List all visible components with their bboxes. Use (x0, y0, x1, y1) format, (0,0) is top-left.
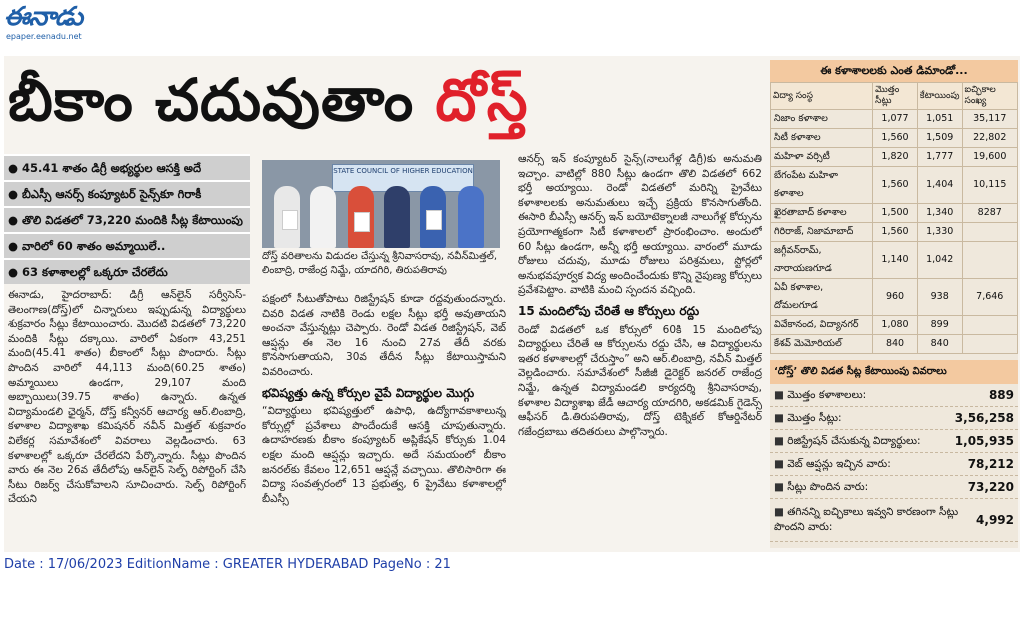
key-point: ● తొలి విడతలో 73,220 మందికి సీట్ల కేటాయింపు (4, 206, 250, 232)
value-cell: 35,117 (962, 110, 1017, 129)
column-header: విద్యా సంస్థ (771, 83, 873, 110)
value-cell (962, 316, 1017, 335)
stat-value: 78,212 (967, 457, 1014, 471)
article-column-3 (518, 152, 762, 550)
newspaper-clipping (4, 56, 1020, 552)
value-cell: 1,560 (873, 129, 918, 148)
table-header-row (771, 83, 1018, 110)
college-name-cell: బేగంపేట మహిళా కళాశాల (771, 167, 873, 204)
value-cell (962, 335, 1017, 354)
report-sheet (282, 210, 298, 230)
table-row (771, 242, 1018, 279)
article-column-1: ఈనాడు, హైదరాబాద్: డిగ్రీ ఆన్‌లైన్ సర్వీసెస్-తెలంగాణ(దోస్త్)లో చిన్నారులు ఇప్పుడున్న విద్యార్థులు శుక్రవారం సీట్లు కేటాయించారు. మొదటి విడతలో 73,220 మందికి సీట్లు దక్కాయి. వారిలో ఏకంగా 43,251 మంది(45.41 శాతం) బీకాంలో సీట్లు పొందారు. సీట్లు పొందిన వారిలో 44,113 మంది(60.25 శాతం) అమ్మాయిలు ఉండగా, 29,107 మంది అబ్బాయిలు(39.75 శాతం) ఉన్నారు. ఉన్నత విద్యామండలి ఛైర్మన్, దోస్త్ కన్వీనర్ ఆచార్య ఆర్.లింబాద్రి, కళాశాల విద్యాశాఖ కమిషనర్ నవీన్ మిత్తల్ శుక్రవారం విలేకర్ల సమావేశంలో వివరాలు వెల్లడించారు. 63 కళాశాలల్లో ఒక్కరూ చేరలేదని పేర్కొన్నారు. సీట్లు పొందిన వారు ఈ నెల 26వ తేదీలోపు ఆన్‌లైన్ సెల్ఫ్ రిపోర్టింగ్ చేసి సీటు రిజర్వ్ చేసుకోవాలని సూచించారు. సెల్ఫ్ రిపోర్టింగ్ చేయని (8, 289, 246, 506)
value-cell: 1,077 (873, 110, 918, 129)
photo-banner: STATE COUNCIL OF HIGHER EDUCATION (332, 164, 474, 192)
column-header: ఐచ్ఛికాల సంఖ్య (962, 83, 1017, 110)
stat-row (770, 453, 1018, 476)
table-row (771, 204, 1018, 223)
edition-footer: Date : 17/06/2023 EditionName : GREATER HYDERABAD PageNo : 21 (4, 557, 451, 572)
value-cell: 1,140 (873, 242, 918, 279)
value-cell (962, 223, 1017, 242)
stat-value: 3,56,258 (954, 411, 1014, 425)
college-name-cell: నిజాం కళాశాల (771, 110, 873, 129)
article-paragraph: పక్షంలో సీటుతోపాటు రిజిస్ట్రేషన్ కూడా రద్దవుతుందన్నారు. చివరి విడత నాటికి రెండు లక్షల సీట్లు భర్తీ అవుతాయని అంచనా వేస్తున్నట్లు చెప్పారు. రెండో విడత రిజిస్ట్రేషన్, వెబ్ ఆప్షన్లు ఈ నెల 16 నుంచి 27వ తేదీ వరకు కొనసాగుతాయని, 30వ తేదీన సీట్లు కేటాయిస్తామని వివరించారు. (262, 293, 506, 378)
column-header: మొత్తం సీట్లు (873, 83, 918, 110)
value-cell: 840 (917, 335, 962, 354)
article-paragraph: “విద్యార్థులు భవిష్యత్తులో ఉపాధి, ఉద్యోగావకాశాలున్న కోర్సుల్లో ప్రవేశాలు పొందేందుకే ఆసక్తి చూపుతున్నారు. ఉదాహరణకు బీకాం కంప్యూటర్ అప్లికేషన్ కోర్సుకు 1.04 లక్షల మంది ఆప్షన్లు ఇచ్చారు. అదే సమయంలో బీకాం జనరల్‌కు కేవలం 12,651 ఆప్షన్లే వచ్చాయి. తొలిసారిగా ఈ విద్యా సంవత్సరంలో 13 ప్రభుత్వ, 6 ప్రైవేటు కళాశాలల్లో బీఎస్సీ (262, 405, 506, 505)
stat-label: ■ మొత్తం కళాశాలలు: (774, 385, 866, 405)
key-points (4, 154, 250, 284)
site-url: epaper.eenadu.net (6, 32, 82, 41)
college-name-cell: గిరిరాజ్, నిజామాబాద్ (771, 223, 873, 242)
table-row (771, 279, 1018, 316)
value-cell: 938 (917, 279, 962, 316)
value-cell: 1,820 (873, 148, 918, 167)
person-figure (384, 186, 410, 248)
article-paragraph: ఆనర్స్ ఇన్ కంప్యూటర్ సైన్స్(నాలుగేళ్ల డిగ్రీ)కు అనుమతి ఇచ్చాం. వాటిల్లో 880 సీట్లు ఉండగా తొలి విడతలో 662 భర్తీ అయ్యాయి. రెండో విడతలో మరిన్ని ప్రైవేటు కళాశాలలకు అనుమతులు ఇచ్చే ప్రక్రియ కొనసాగుతోంది. ఈసారి బీఎస్సీ ఆనర్స్ ఇన్ బయోటెక్నాలజీ నాలుగేళ్ల కోర్సును ప్రయోగాత్మకంగా సిటీ కళాశాలలో ప్రారంభించాం. అందులో 60 సీట్లు ఉండగా, అన్నీ భర్తీ అయ్యాయి. వారంలో మూడు రోజులు చదువు, మూడు రోజులు పరిశ్రమలు, స్టోర్లలో అనుభవపూర్వక విద్య అందించేందుకు కొన్ని నైపుణ్య కోర్సులు ప్రవేశపెట్టాం. వాటికి మంచి స్పందన వచ్చింది. (518, 153, 762, 297)
stat-row (770, 407, 1018, 430)
stat-label: ■ రిజిస్ట్రేషన్ చేసుకున్న విద్యార్థులు: (774, 431, 921, 451)
college-name-cell: సిటీ కళాశాల (771, 129, 873, 148)
table-row (771, 335, 1018, 354)
eenadu-logo: ఈనాడు (4, 2, 83, 32)
report-sheet (354, 212, 370, 232)
press-photo (262, 160, 500, 248)
college-name-cell: జగ్గీవన్‌రామ్, నారాయణగూడ (771, 242, 873, 279)
stat-row (770, 499, 1018, 542)
article-paragraph: రెండో విడతలో ఒక కోర్సులో 60కి 15 మందిలోపు విద్యార్థులు చేరితే ఆ కోర్సులను రద్దు చేసి, ఆ విద్యార్థులను ఇతర కళాశాలల్లో చేరుస్తాం” అని ఆర్.లింబాద్రి, నవీన్ మిత్తల్ వెల్లడించారు. సమావేశంలో సీజీజీ డైరెక్టర్ జనరల్ రాజేంద్ర నిమ్జే, ఉన్నత విద్యామండలి కార్యదర్శి శ్రీనివాసరావు, కళాశాల విద్యాశాఖ జేడీ ఆచార్య యాదగిరి, అకడమిక్ గైడెన్స్ ఆఫీసర్ డి.తిరుపతిరావు, దోస్త్ టెక్నికల్ కోఆర్డినేటర్ గజేంద్రబాబు తదితరులు పాల్గొన్నారు. (518, 323, 762, 438)
value-cell: 1,051 (917, 110, 962, 129)
stat-row (770, 430, 1018, 453)
person-figure (310, 186, 336, 248)
headline (8, 60, 768, 144)
college-name-cell: మహిళా వర్సిటీ (771, 148, 873, 167)
table-row (771, 316, 1018, 335)
section-subhead: భవిష్యత్తు ఉన్న కోర్సుల వైపే విద్యార్థుల మొగ్గు (262, 385, 475, 400)
stat-label: ■ సీట్లు పొందిన వారు: (774, 477, 868, 497)
value-cell: 1,404 (917, 167, 962, 204)
stat-label: ■ తగినన్ని ఐచ్ఛికాలు ఇవ్వని కారణంగా సీట్లు పొందని వారు: (774, 505, 976, 535)
stat-value: 73,220 (967, 480, 1014, 494)
value-cell: 1,042 (917, 242, 962, 279)
stats-list (770, 384, 1018, 542)
key-point: ● 63 కళాశాలల్లో ఒక్కరూ చేరలేదు (4, 258, 250, 284)
masthead (4, 2, 134, 44)
sidebar-title: ఈ కళాశాలలకు ఎంత డిమాండో... (770, 60, 1018, 82)
table-row (771, 110, 1018, 129)
photo-caption: దోస్త్ వరితాలను విడుదల చేస్తున్న శ్రీనివాసరావు, నవీన్‌మిత్తల్, లింబాద్రి, రాజేంద్ర నిమ్జే, యాదగిరి, తిరుపతిరావు (262, 251, 498, 276)
value-cell: 8287 (962, 204, 1017, 223)
stat-value: 4,992 (976, 512, 1014, 527)
key-point: ● వారిలో 60 శాతం అమ్మాయిలే.. (4, 232, 250, 258)
stat-row (770, 476, 1018, 499)
value-cell: 10,115 (962, 167, 1017, 204)
value-cell: 1,500 (873, 204, 918, 223)
college-name-cell: వివేకానంద, విద్యానగర్ (771, 316, 873, 335)
college-name-cell: ఖైరతాబాద్ కళాశాల (771, 204, 873, 223)
value-cell: 7,646 (962, 279, 1017, 316)
stat-value: 889 (988, 388, 1014, 402)
stats-title: ‘దోస్త్’ తొలి విడత సీట్ల కేటాయింపు వివరాలు (770, 360, 1018, 384)
stat-label: ■ మొత్తం సీట్లు: (774, 408, 842, 428)
person-figure (458, 186, 484, 248)
article-column-2 (262, 292, 506, 550)
college-name-cell: కేశవ్ మెమోరియల్ (771, 335, 873, 354)
value-cell: 1,560 (873, 167, 918, 204)
table-row (771, 223, 1018, 242)
stat-row (770, 384, 1018, 407)
table-row (771, 167, 1018, 204)
value-cell: 1,330 (917, 223, 962, 242)
value-cell: 899 (917, 316, 962, 335)
key-point: ● బీఎస్సీ ఆనర్స్ కంప్యూటర్ సైన్స్‌కూ గిరాకీ (4, 180, 250, 206)
value-cell: 1,340 (917, 204, 962, 223)
section-subhead: 15 మందిలోపు చేరితే ఆ కోర్సులు రద్దు (518, 303, 700, 318)
value-cell (962, 242, 1017, 279)
value-cell: 19,600 (962, 148, 1017, 167)
college-name-cell: ఏవీ కళాశాల, దోమలగూడ (771, 279, 873, 316)
headline-part1: బీకాం చదువుతాం (8, 66, 436, 134)
stat-value: 1,05,935 (954, 434, 1014, 448)
college-demand-table (770, 82, 1018, 354)
value-cell: 1,560 (873, 223, 918, 242)
value-cell: 1,777 (917, 148, 962, 167)
report-sheet (426, 210, 442, 230)
headline-part2: దోస్త్ (435, 66, 529, 134)
key-point: ● 45.41 శాతం డిగ్రీ అభ్యర్థుల ఆసక్తి అదే (4, 154, 250, 180)
value-cell: 840 (873, 335, 918, 354)
stat-label: ■ వెబ్ ఆప్షన్లు ఇచ్చిన వారు: (774, 454, 891, 474)
demand-sidebar (770, 60, 1018, 548)
value-cell: 1,509 (917, 129, 962, 148)
column-header: కేటాయింపు (917, 83, 962, 110)
table-row (771, 148, 1018, 167)
value-cell: 22,802 (962, 129, 1017, 148)
value-cell: 1,080 (873, 316, 918, 335)
value-cell: 960 (873, 279, 918, 316)
table-row (771, 129, 1018, 148)
